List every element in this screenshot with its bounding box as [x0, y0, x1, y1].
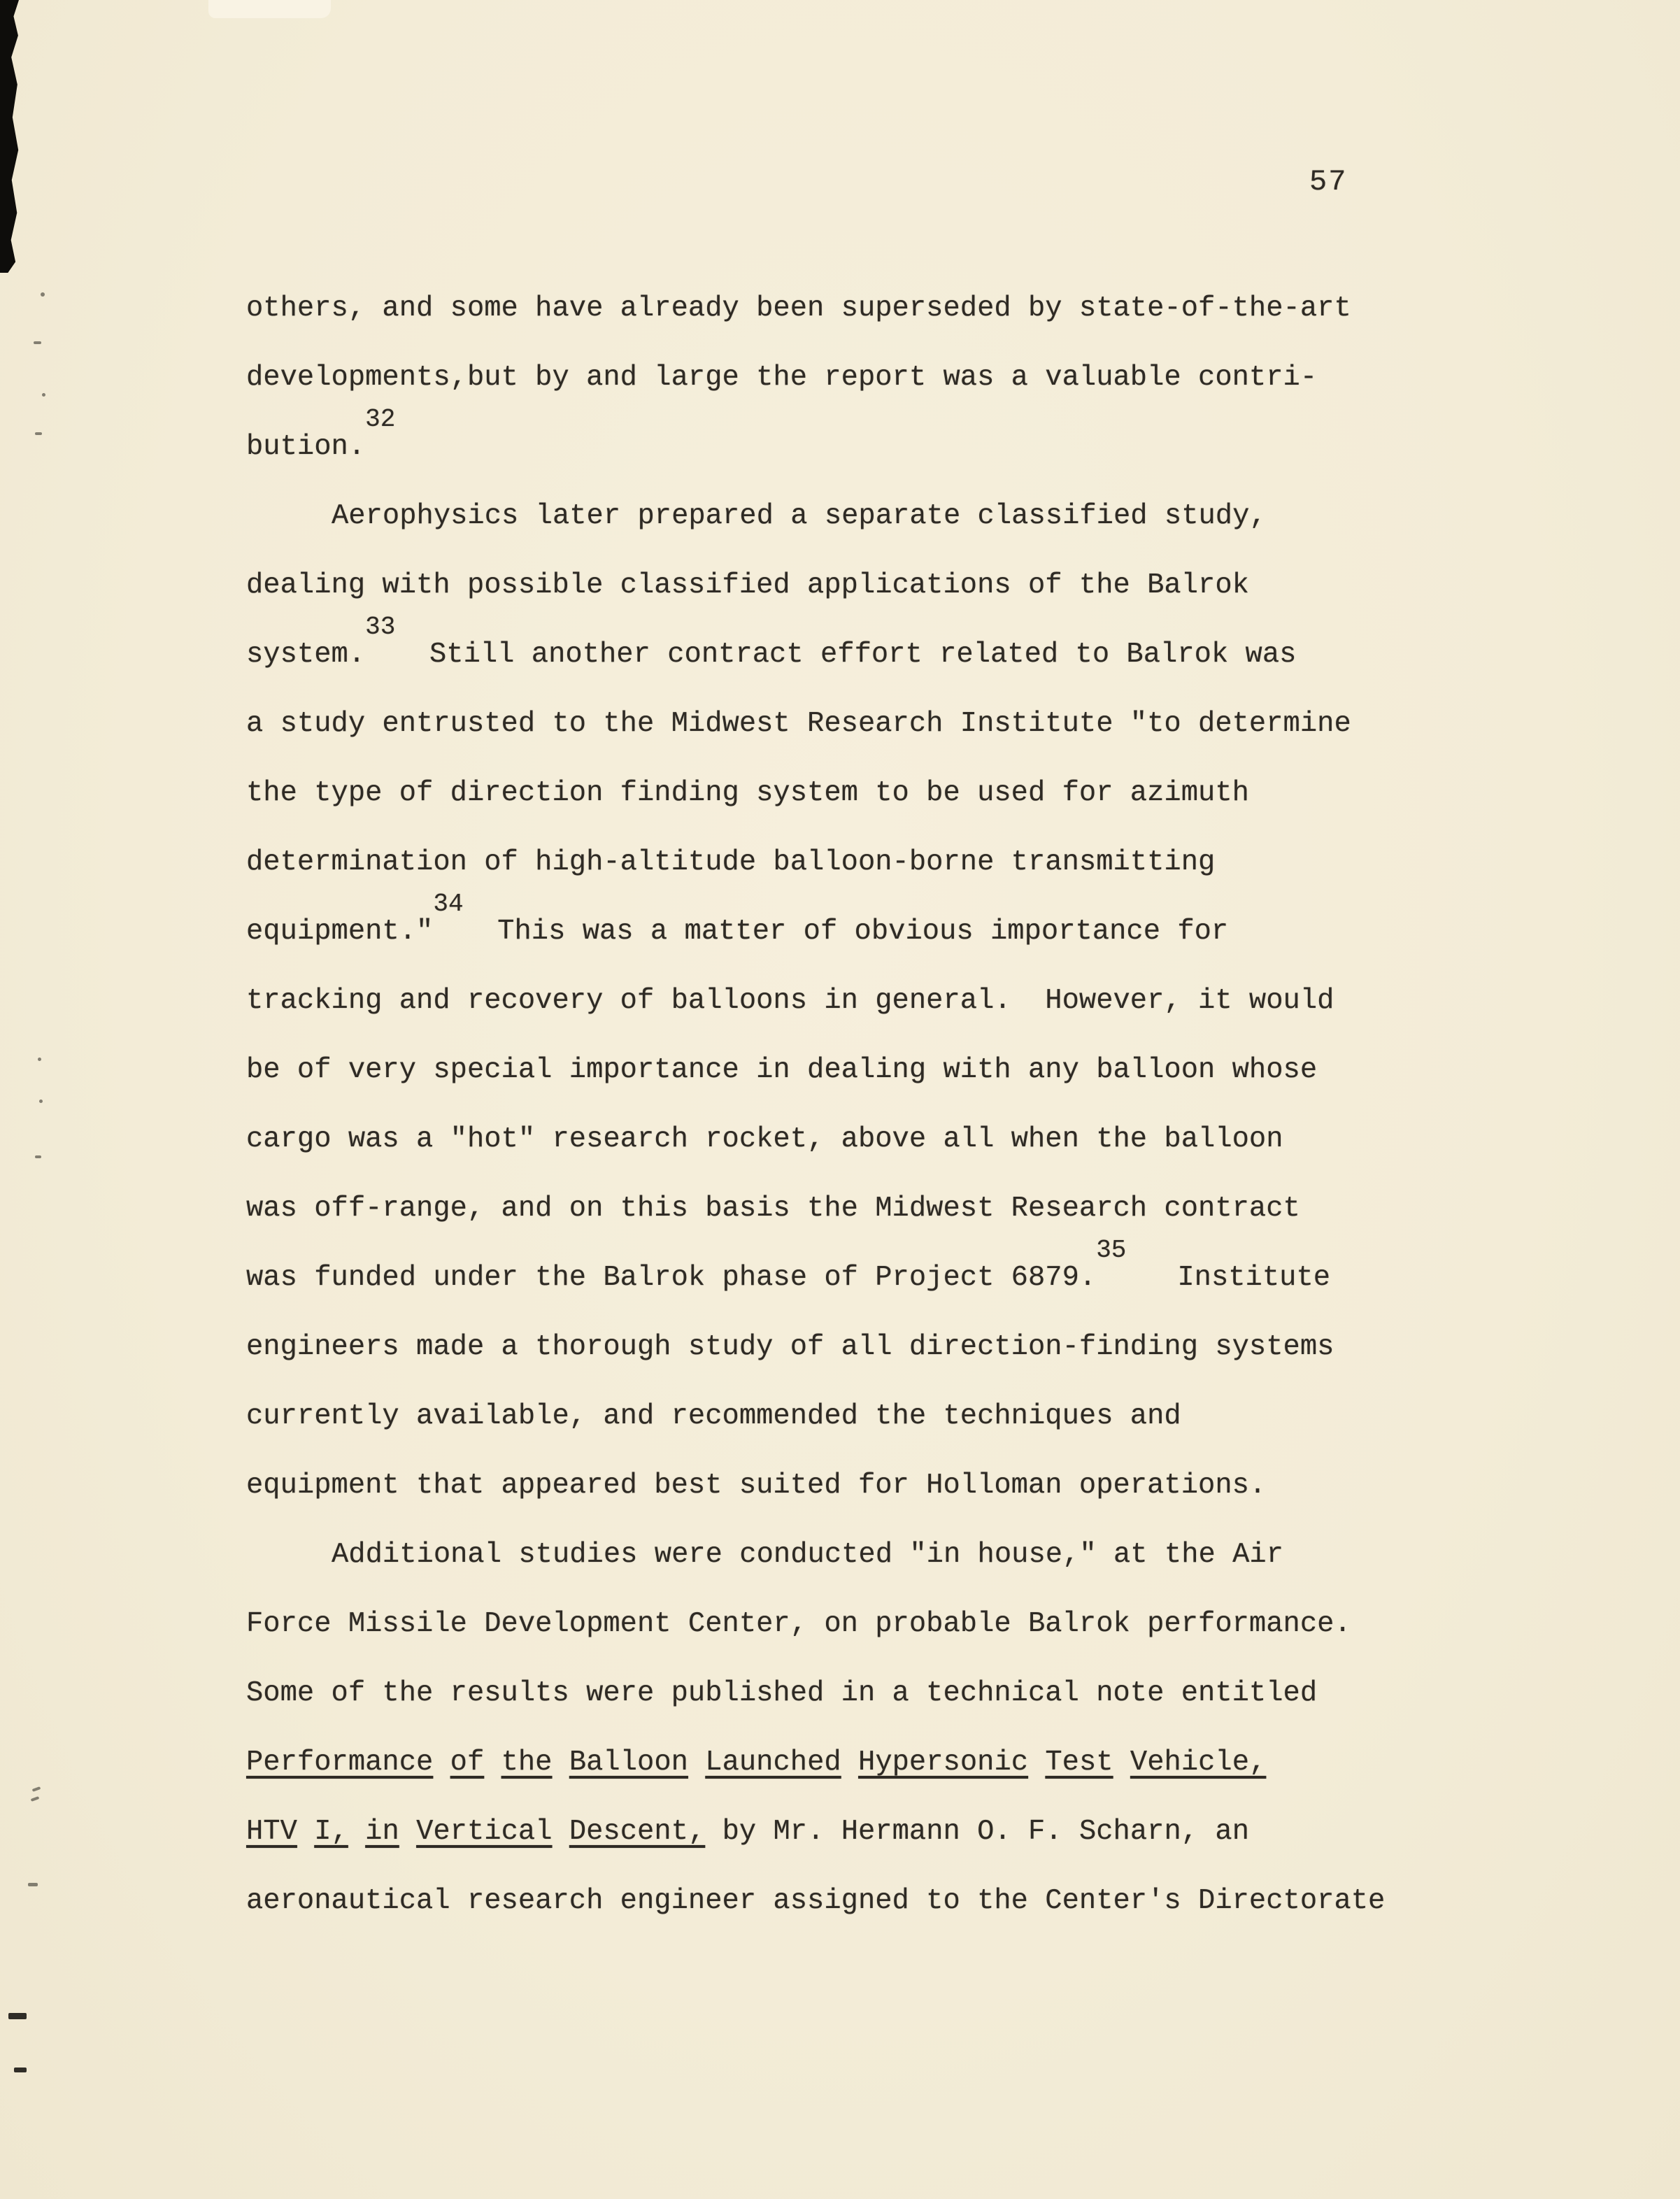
text-line: [246, 967, 1505, 1036]
text-segment: This was a matter of obvious importance for: [463, 916, 1229, 948]
stray-mark: [42, 393, 45, 397]
text-line: [246, 613, 1505, 690]
text-line: [246, 274, 1505, 343]
scan-edge-mark: [14, 2068, 27, 2072]
text-segment: [553, 1816, 569, 1848]
underlined-title-text: Test: [1045, 1746, 1113, 1779]
text-line: [246, 1798, 1505, 1867]
paper-tear-artifact: [208, 0, 331, 18]
scan-edge-mark: [8, 2013, 27, 2019]
text-segment: engineers made a thorough study of all direction-finding systems: [246, 1331, 1334, 1363]
text-segment: was funded under the Balrok phase of Project 6879.: [246, 1262, 1097, 1294]
underlined-title-text: in: [365, 1816, 399, 1848]
underlined-title-text: the: [501, 1746, 553, 1779]
text-segment: [841, 1746, 858, 1779]
text-line: [246, 343, 1505, 413]
text-line: [246, 1313, 1505, 1382]
text-line: [246, 890, 1505, 967]
underlined-title-text: Vertical: [416, 1816, 553, 1848]
underlined-title-text: of: [450, 1746, 485, 1779]
underlined-title-text: Vehicle,: [1130, 1746, 1267, 1779]
text-segment: be of very special importance in dealing with any balloon whose: [246, 1054, 1318, 1086]
text-segment: equipment.": [246, 916, 434, 948]
text-line: [246, 759, 1505, 828]
stray-mark: [39, 1100, 43, 1103]
paragraph: [246, 274, 1505, 482]
stray-mark: [35, 1155, 41, 1158]
text-segment: [1028, 1746, 1045, 1779]
text-line: [246, 1867, 1505, 1936]
footnote-reference: 33: [365, 613, 396, 641]
text-segment: Still another contract effort related to Balrok was: [395, 639, 1297, 671]
page-number: 57: [1309, 165, 1348, 199]
stray-mark: [34, 341, 41, 344]
text-segment: [433, 1746, 450, 1779]
text-segment: a study entrusted to the Midwest Research Institute "to determine: [246, 708, 1351, 740]
paragraph: [246, 1521, 1505, 1936]
stray-mark: [38, 1058, 41, 1061]
text-segment: [348, 1816, 365, 1848]
text-segment: cargo was a "hot" research rocket, above all when the balloon: [246, 1123, 1283, 1155]
text-segment: determination of high-altitude balloon-borne transmitting: [246, 846, 1216, 878]
stray-mark: [41, 292, 45, 297]
footnote-reference: 35: [1096, 1236, 1127, 1265]
text-segment: currently available, and recommended the techniques and: [246, 1400, 1181, 1432]
text-body: [246, 274, 1505, 1936]
text-segment: [297, 1816, 314, 1848]
text-segment: dealing with possible classified applications of the Balrok: [246, 569, 1249, 602]
footnote-reference: 32: [365, 405, 396, 434]
text-line: [246, 1521, 1505, 1590]
text-line: [246, 1659, 1505, 1728]
text-line: [246, 482, 1505, 551]
text-line: [246, 690, 1505, 759]
text-line: [246, 1451, 1505, 1521]
text-segment: bution.: [246, 431, 366, 463]
text-segment: [399, 1816, 416, 1848]
stray-mark: [35, 432, 42, 435]
text-line: [246, 1382, 1505, 1451]
text-line: [246, 1174, 1505, 1244]
text-segment: system.: [246, 639, 366, 671]
text-segment: others, and some have already been superseded by state-of-the-art: [246, 292, 1351, 325]
text-segment: [484, 1746, 501, 1779]
text-segment: [553, 1746, 569, 1779]
text-segment: Institute: [1126, 1262, 1331, 1294]
underlined-title-text: Performance: [246, 1746, 434, 1779]
underlined-title-text: Balloon: [569, 1746, 688, 1779]
text-segment: equipment that appeared best suited for Holloman operations.: [246, 1469, 1267, 1502]
footnote-reference: 34: [433, 890, 464, 918]
text-segment: Aerophysics later prepared a separate classified study,: [332, 500, 1267, 532]
text-line: [246, 1728, 1505, 1798]
stray-mark: [28, 1883, 38, 1886]
text-segment: tracking and recovery of balloons in general. However, it would: [246, 985, 1334, 1017]
text-segment: Force Missile Development Center, on probable Balrok performance.: [246, 1608, 1351, 1640]
text-line: [246, 405, 1505, 482]
underlined-title-text: HTV: [246, 1816, 297, 1848]
underlined-title-text: Descent,: [569, 1816, 706, 1848]
text-segment: Additional studies were conducted "in house," at the Air: [332, 1539, 1284, 1571]
text-line: [246, 1590, 1505, 1659]
text-segment: the type of direction finding system to be used for azimuth: [246, 777, 1249, 809]
text-segment: developments,but by and large the report was a valuable contri-: [246, 362, 1318, 394]
underlined-title-text: Hypersonic: [858, 1746, 1029, 1779]
text-line: [246, 1236, 1505, 1313]
text-segment: [1113, 1746, 1130, 1779]
text-segment: was off-range, and on this basis the Midwest Research contract: [246, 1193, 1300, 1225]
text-line: [246, 1105, 1505, 1174]
text-segment: Some of the results were published in a technical note entitled: [246, 1677, 1318, 1709]
text-segment: [688, 1746, 705, 1779]
paragraph: [246, 482, 1505, 1521]
text-segment: aeronautical research engineer assigned to the Center's Directorate: [246, 1885, 1386, 1917]
underlined-title-text: Launched: [705, 1746, 841, 1779]
text-segment: by Mr. Hermann O. F. Scharn, an: [705, 1816, 1249, 1848]
underlined-title-text: I,: [314, 1816, 348, 1848]
text-line: [246, 551, 1505, 620]
text-line: [246, 1036, 1505, 1105]
